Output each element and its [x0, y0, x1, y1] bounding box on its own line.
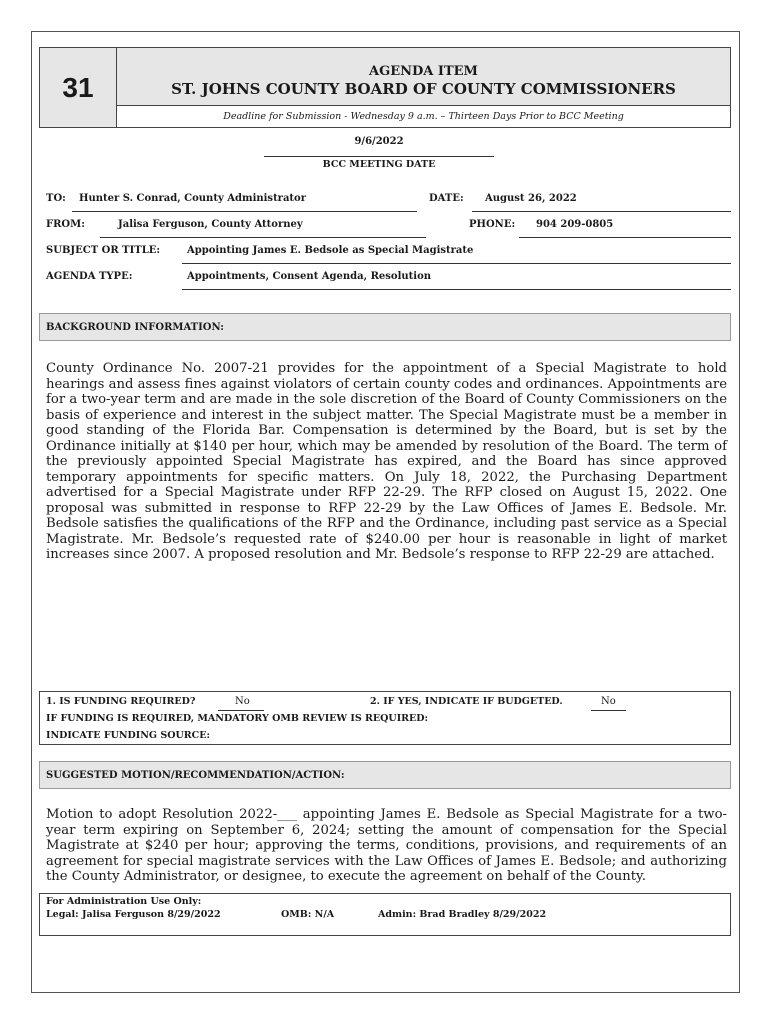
- budgeted-underline: [591, 710, 626, 711]
- phone-underline: [519, 237, 731, 238]
- funding-required-label: 1. IS FUNDING REQUIRED?: [46, 696, 196, 707]
- funding-required-underline: [218, 710, 264, 711]
- omb-approval: OMB: N/A: [281, 909, 335, 920]
- meeting-date-underline: [264, 156, 494, 157]
- background-text: County Ordinance No. 2007-21 provides for the appointment of a Special Magistrate to hold hearings and assess fines against violators of certain county codes and ordinances. Appointments are for a two-year term and are made in the sole discretion of the Board of County Commissioners on the basis of experience and interest in the subject matter. The Special Magistrate must be a member in good standing of the Florida Bar. Compensation is determined by the Board, but is set by the Ordinance initially at $140 per hour, which may be amended by resolution of the Board. The term of the previously appointed Special Magistrate has expired, and the Board has since approved temporary appointments for specific matters. On July 18, 2022, the Purchasing Department advertised for a Special Magistrate under RFP 22-29. The RFP closed on August 15, 2022. One proposal was submitted in response to RFP 22-29 by the Law Offices of James E. Bedsole. Mr. Bedsole satisfies the qualifications of the RFP and the Ordinance, including past service as a Special Magistrate. Mr. Bedsole’s requested rate of $240.00 per hour is reasonable in light of market increases since 2007. A proposed resolution and Mr. Bedsole’s response to RFP 22-29 are attached.: [46, 361, 727, 562]
- subject-value: Appointing James E. Bedsole as Special Magistrate: [187, 245, 474, 256]
- legal-approval: Legal: Jalisa Ferguson 8/29/2022: [46, 909, 221, 920]
- meeting-date: 9/6/2022: [354, 136, 404, 147]
- phone-value: 904 209-0805: [536, 219, 614, 230]
- from-underline: [100, 237, 426, 238]
- date-underline: [472, 211, 731, 212]
- funding-required-value: No: [235, 696, 250, 707]
- item-number: 31: [40, 48, 117, 127]
- funding-box: [39, 691, 731, 745]
- agenda-type-label: AGENDA TYPE:: [46, 271, 133, 282]
- to-underline: [72, 211, 417, 212]
- phone-label: PHONE:: [469, 219, 516, 230]
- agenda-type-value: Appointments, Consent Agenda, Resolution: [187, 271, 432, 282]
- agenda-item-page: [31, 31, 740, 993]
- background-heading: BACKGROUND INFORMATION:: [39, 313, 731, 341]
- admin-box: [39, 893, 731, 936]
- admin-approval: Admin: Brad Bradley 8/29/2022: [378, 909, 547, 920]
- budgeted-value: No: [601, 696, 616, 707]
- motion-text: Motion to adopt Resolution 2022-___ appointing James E. Bedsole as Special Magistrate for a two-year term expiring on September 6, 2024; setting the amount of compensation for the Special Magistrate at $240 per hour; approving the terms, conditions, provisions, and requirements of an agreement for special magistrate services with the Law Offices of James E. Bedsole; and authorizing the County Administrator, or designee, to execute the agreement on behalf of the County.: [46, 807, 727, 884]
- subject-label: SUBJECT OR TITLE:: [46, 245, 161, 256]
- to-label: TO:: [46, 193, 66, 204]
- subject-underline: [182, 263, 731, 264]
- admin-heading: For Administration Use Only:: [46, 896, 202, 907]
- from-label: FROM:: [46, 219, 85, 230]
- funding-source-label: INDICATE FUNDING SOURCE:: [46, 730, 210, 741]
- meeting-date-label: BCC MEETING DATE: [322, 159, 436, 170]
- motion-heading: SUGGESTED MOTION/RECOMMENDATION/ACTION:: [39, 761, 731, 789]
- to-value: Hunter S. Conrad, County Administrator: [79, 193, 306, 204]
- deadline-note: Deadline for Submission - Wednesday 9 a.m. – Thirteen Days Prior to BCC Meeting: [117, 106, 730, 127]
- omb-review-label: IF FUNDING IS REQUIRED, MANDATORY OMB REVIEW IS REQUIRED:: [46, 713, 429, 724]
- agenda-header: [39, 47, 731, 128]
- header-title-line1: AGENDA ITEM: [369, 64, 478, 79]
- agenda-type-underline: [182, 289, 731, 290]
- date-value: August 26, 2022: [485, 193, 577, 204]
- header-title: [117, 48, 730, 106]
- header-title-line2: ST. JOHNS COUNTY BOARD OF COUNTY COMMISSIONERS: [171, 80, 676, 98]
- budgeted-label: 2. IF YES, INDICATE IF BUDGETED.: [370, 696, 563, 707]
- date-label: DATE:: [429, 193, 464, 204]
- from-value: Jalisa Ferguson, County Attorney: [118, 219, 303, 230]
